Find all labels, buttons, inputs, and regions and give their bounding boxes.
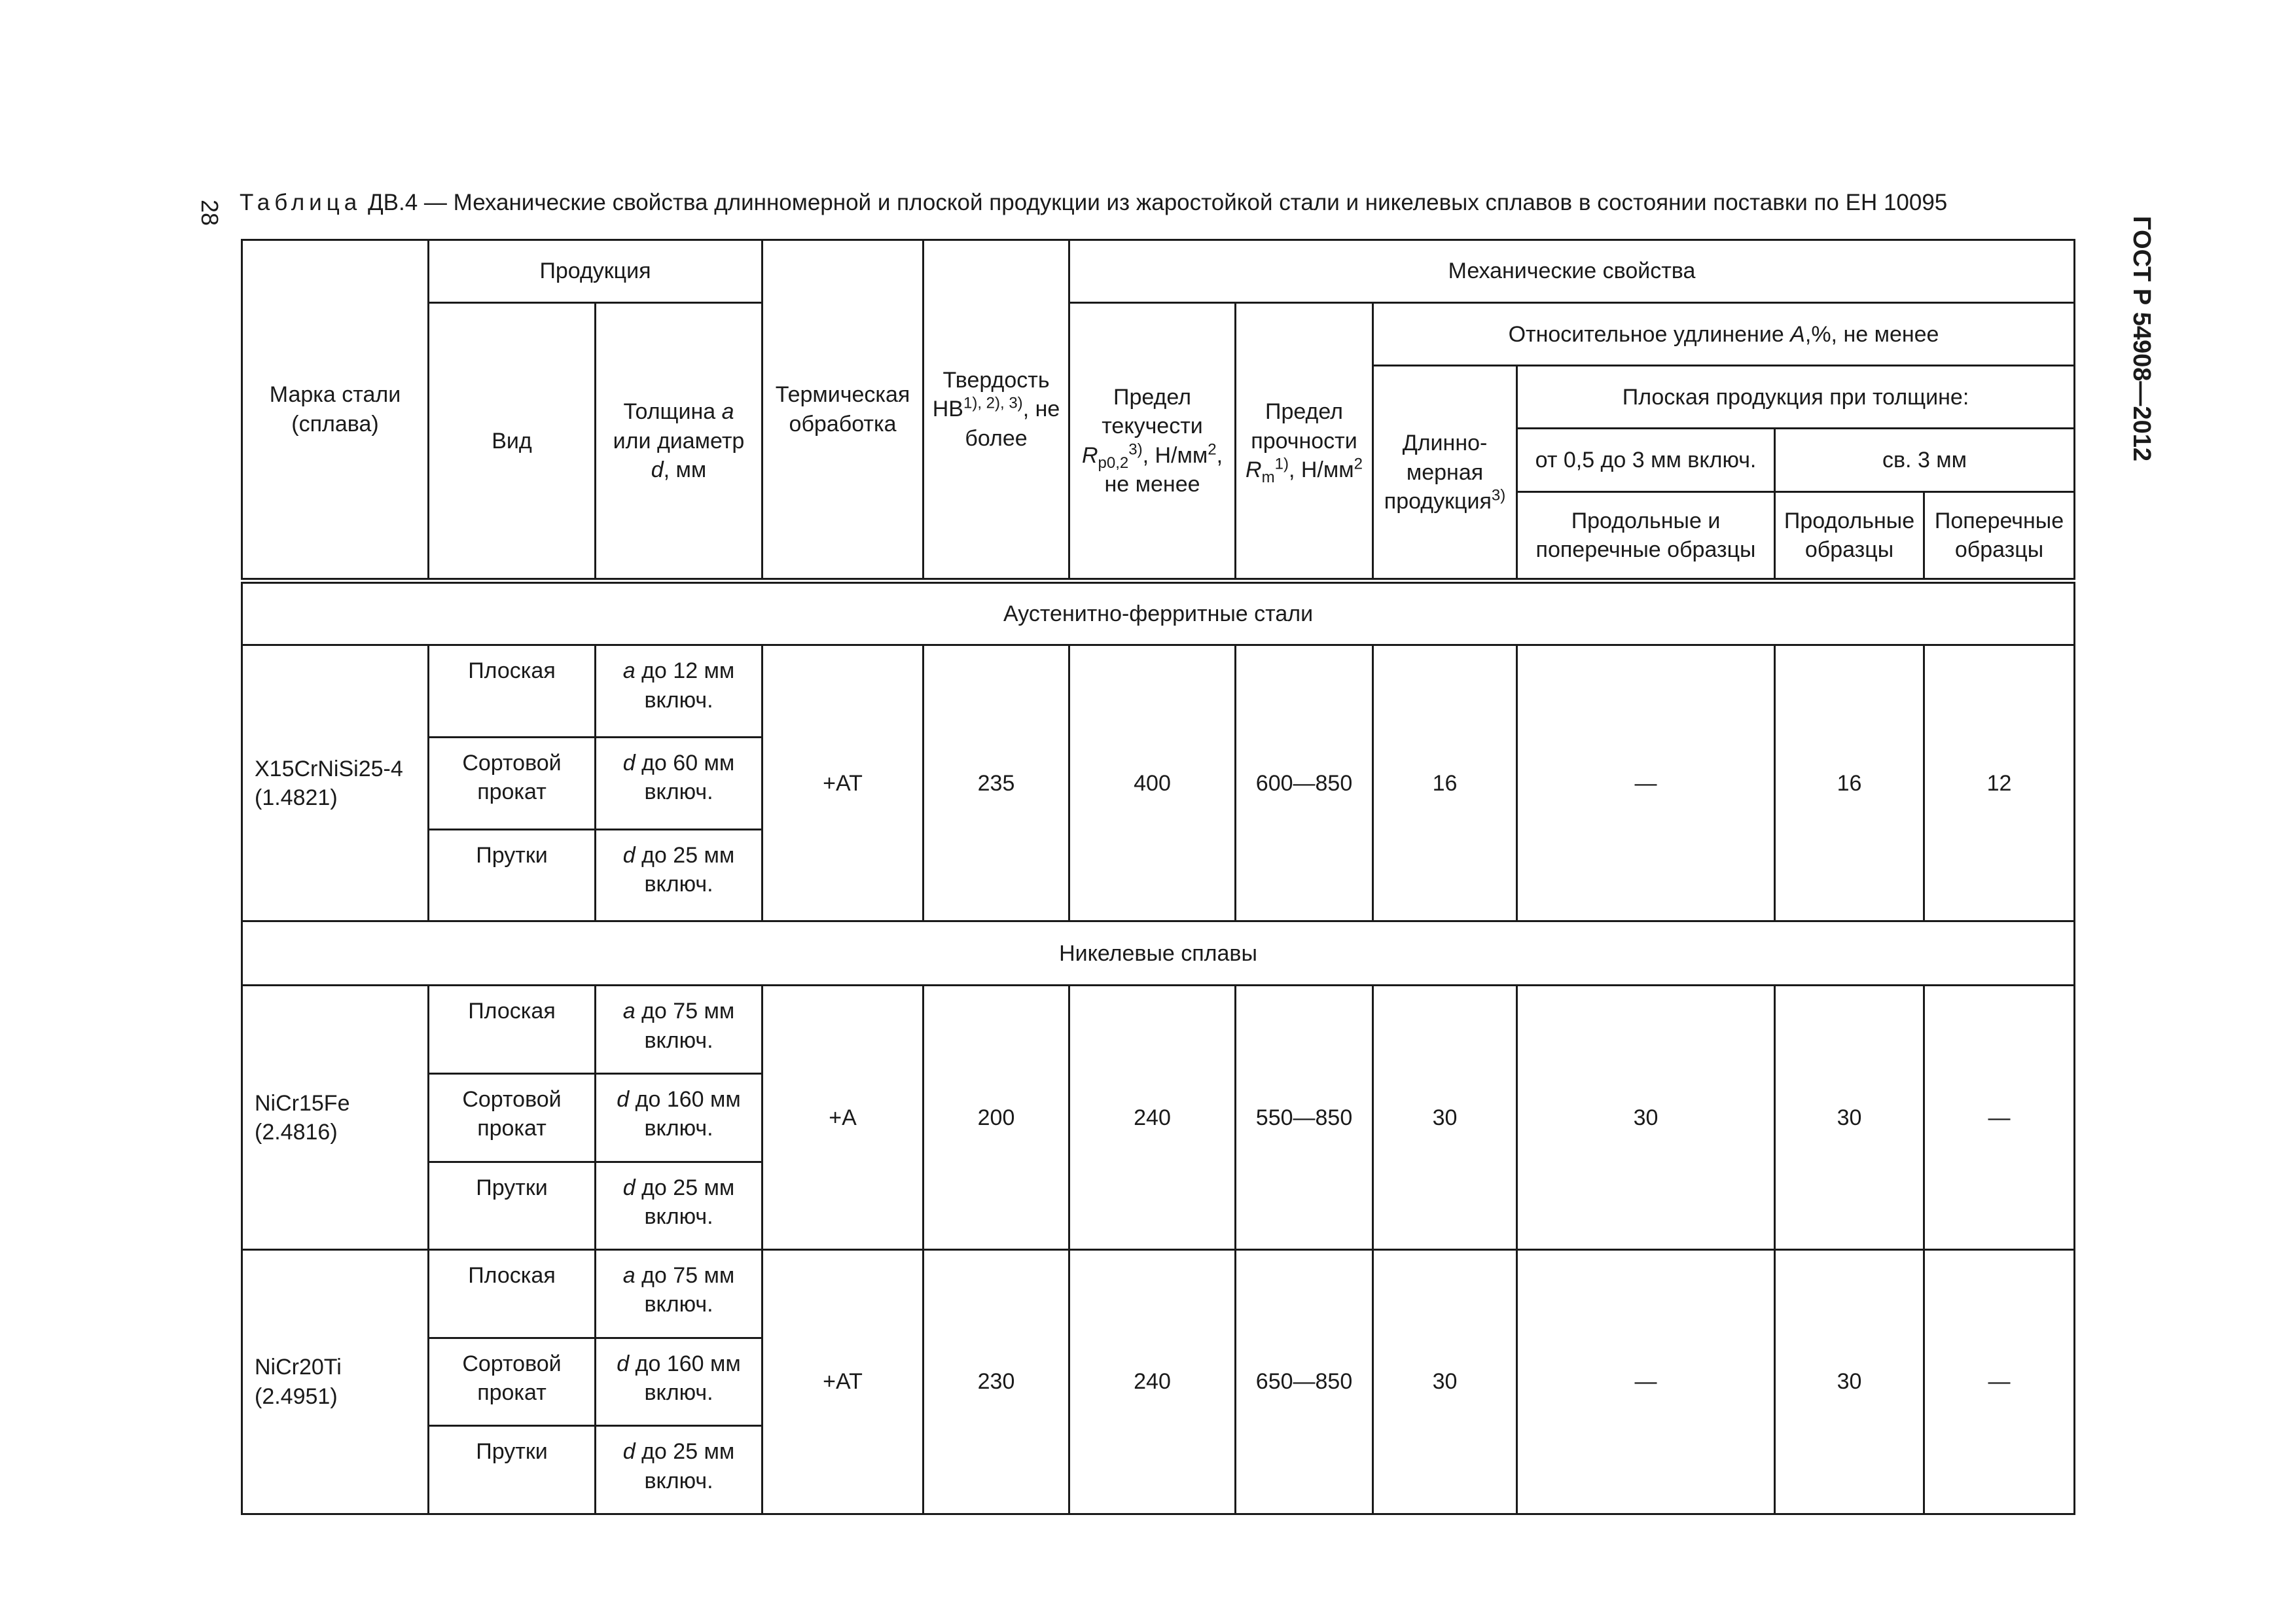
dimension-var: a <box>622 999 636 1024</box>
thickness-d: d <box>651 457 664 482</box>
header-long-trans-samples: Продольные и поперечные образцы <box>1517 491 1775 581</box>
steel-grade-cell: NiCr20Ti (2.4951) <box>242 1250 429 1514</box>
elong-long-cell: 16 <box>1373 645 1517 921</box>
dimension-cell <box>596 737 762 829</box>
dimension-cell <box>596 1426 762 1514</box>
product-type-cell: Плоская <box>429 645 596 738</box>
header-long-products <box>1373 366 1517 581</box>
tensile-cell: 600—850 <box>1236 645 1373 921</box>
elong-transverse-cell: — <box>1924 986 2075 1250</box>
dimension-text: до 12 мм включ. <box>635 658 735 713</box>
heat-treatment-cell: +AT <box>762 1250 924 1514</box>
dimension-text: до 160 мм включ. <box>629 1087 741 1141</box>
hardness-tail: , не более <box>965 397 1060 451</box>
header-products: Продукция <box>429 240 762 303</box>
elong-transverse-cell: — <box>1924 1250 2075 1514</box>
dimension-cell <box>596 1250 762 1338</box>
elongation-a: A <box>1790 321 1805 347</box>
dimension-text: до 60 мм включ. <box>635 750 735 805</box>
yield-units-sup: 2 <box>1208 440 1217 459</box>
dimension-var: d <box>622 1175 636 1200</box>
tensile-cell: 550—850 <box>1236 986 1373 1250</box>
document-code: ГОСТ Р 54908—2012 <box>2128 216 2155 461</box>
thickness-pre: Толщина <box>623 399 722 425</box>
dimension-text: до 25 мм включ. <box>635 1175 735 1229</box>
table-caption <box>240 187 2059 219</box>
tensile-cell: 650—850 <box>1236 1250 1373 1514</box>
group-row <box>242 581 2075 645</box>
thickness-a: a <box>721 399 734 425</box>
dimension-cell <box>596 1162 762 1250</box>
header-tensile <box>1236 303 1373 581</box>
header-mechanical: Механические свойства <box>1069 240 2075 303</box>
tensile-r: R <box>1246 457 1262 482</box>
dimension-var: a <box>622 1263 636 1289</box>
elong-longitudinal-cell: 16 <box>1775 645 1924 921</box>
elong-thin-cell: — <box>1517 645 1775 921</box>
header-yield <box>1069 303 1236 581</box>
tensile-sub: m <box>1261 468 1275 486</box>
dimension-var: d <box>617 1351 630 1376</box>
tensile-units-sup: 2 <box>1354 455 1363 473</box>
elongation-pre: Относительное удлинение <box>1508 321 1791 347</box>
yield-sub: p0,2 <box>1098 454 1129 472</box>
dimension-var: a <box>622 658 636 684</box>
product-type-cell: Плоская <box>429 1250 596 1338</box>
dimension-cell <box>596 645 762 738</box>
header-range-thin: от 0,5 до 3 мм включ. <box>1517 429 1775 491</box>
elong-long-cell: 30 <box>1373 1250 1517 1514</box>
heat-treatment-cell: +A <box>762 986 924 1250</box>
tensile-note: 1) <box>1274 455 1289 473</box>
steel-grade-cell: X15CrNiSi25-4 (1.4821) <box>242 645 429 921</box>
dimension-var: d <box>622 1439 636 1465</box>
thickness-mid: или диаметр <box>613 428 745 454</box>
product-type-cell: Сортовой прокат <box>429 737 596 829</box>
dimension-text: до 75 мм включ. <box>635 999 735 1053</box>
header-thickness <box>596 303 762 581</box>
dimension-cell <box>596 1074 762 1162</box>
hardness-cell: 230 <box>924 1250 1069 1514</box>
product-type-cell: Сортовой прокат <box>429 1074 596 1162</box>
tensile-units: , Н/мм <box>1288 457 1354 482</box>
elong-long-cell: 30 <box>1373 986 1517 1250</box>
header-heat-treatment: Термическая обработка <box>762 240 924 581</box>
dimension-text: до 75 мм включ. <box>635 1263 735 1317</box>
dimension-var: d <box>622 842 636 868</box>
dimension-cell <box>596 829 762 921</box>
thickness-post: , мм <box>663 457 707 482</box>
tensile-line1: Предел прочности <box>1251 399 1357 454</box>
product-type-cell: Прутки <box>429 1426 596 1514</box>
dimension-var: d <box>622 750 636 776</box>
hardness-cell: 200 <box>924 986 1069 1250</box>
table-row <box>242 645 2075 738</box>
yield-tail: , не менее <box>1104 442 1223 497</box>
page-number: 28 <box>196 200 223 226</box>
header-flat-by-thickness: Плоская продукция при толщине: <box>1517 366 2075 429</box>
dimension-var: d <box>617 1087 630 1113</box>
product-type-cell: Прутки <box>429 829 596 921</box>
header-range-thick: св. 3 мм <box>1775 429 2075 491</box>
dimension-text: до 25 мм включ. <box>635 1439 735 1493</box>
caption-text: ДВ.4 — Механические свойства длинномерной и плоской продукции из жаростойкой стали и никелевых сплавов в состоянии поставки по ЕН 10095 <box>367 190 1948 215</box>
header-steel-grade: Марка стали (сплава) <box>242 240 429 581</box>
dimension-text: до 160 мм включ. <box>629 1351 741 1405</box>
dimension-cell <box>596 1338 762 1426</box>
table-row <box>242 1250 2075 1338</box>
elong-longitudinal-cell: 30 <box>1775 1250 1924 1514</box>
elong-thin-cell: — <box>1517 1250 1775 1514</box>
long-text: Длинно-мерная продукция <box>1384 431 1492 514</box>
header-longitudinal-samples: Продольные образцы <box>1775 491 1924 581</box>
hardness-notes: 1), 2), 3) <box>963 395 1023 413</box>
header-hardness <box>924 240 1069 581</box>
group-title: Аустенитно-ферритные стали <box>242 581 2075 645</box>
dimension-cell <box>596 986 762 1074</box>
product-type-cell: Прутки <box>429 1162 596 1250</box>
yield-note: 3) <box>1128 440 1143 459</box>
yield-line1: Предел текучести <box>1102 385 1203 439</box>
long-note: 3) <box>1491 486 1506 505</box>
dimension-text: до 25 мм включ. <box>635 842 735 897</box>
hardness-text: Твердость НВ <box>932 368 1050 422</box>
elongation-post: ,%, не менее <box>1804 321 1939 347</box>
yield-cell: 240 <box>1069 986 1236 1250</box>
yield-cell: 400 <box>1069 645 1236 921</box>
heat-treatment-cell: +AT <box>762 645 924 921</box>
elong-thin-cell: 30 <box>1517 986 1775 1250</box>
group-title: Никелевые сплавы <box>242 921 2075 986</box>
elong-transverse-cell: 12 <box>1924 645 2075 921</box>
elong-longitudinal-cell: 30 <box>1775 986 1924 1250</box>
caption-label: Таблица <box>240 190 362 215</box>
header-elongation <box>1373 303 2075 366</box>
yield-cell: 240 <box>1069 1250 1236 1514</box>
header-transverse-samples: Поперечные образцы <box>1924 491 2075 581</box>
steel-grade-cell: NiCr15Fe (2.4816) <box>242 986 429 1250</box>
yield-r: R <box>1081 442 1098 468</box>
group-row <box>242 921 2075 986</box>
mechanical-properties-table <box>241 239 2075 1515</box>
header-type: Вид <box>429 303 596 581</box>
yield-units: , Н/мм <box>1142 442 1208 468</box>
product-type-cell: Плоская <box>429 986 596 1074</box>
table-row <box>242 986 2075 1074</box>
hardness-cell: 235 <box>924 645 1069 921</box>
product-type-cell: Сортовой прокат <box>429 1338 596 1426</box>
